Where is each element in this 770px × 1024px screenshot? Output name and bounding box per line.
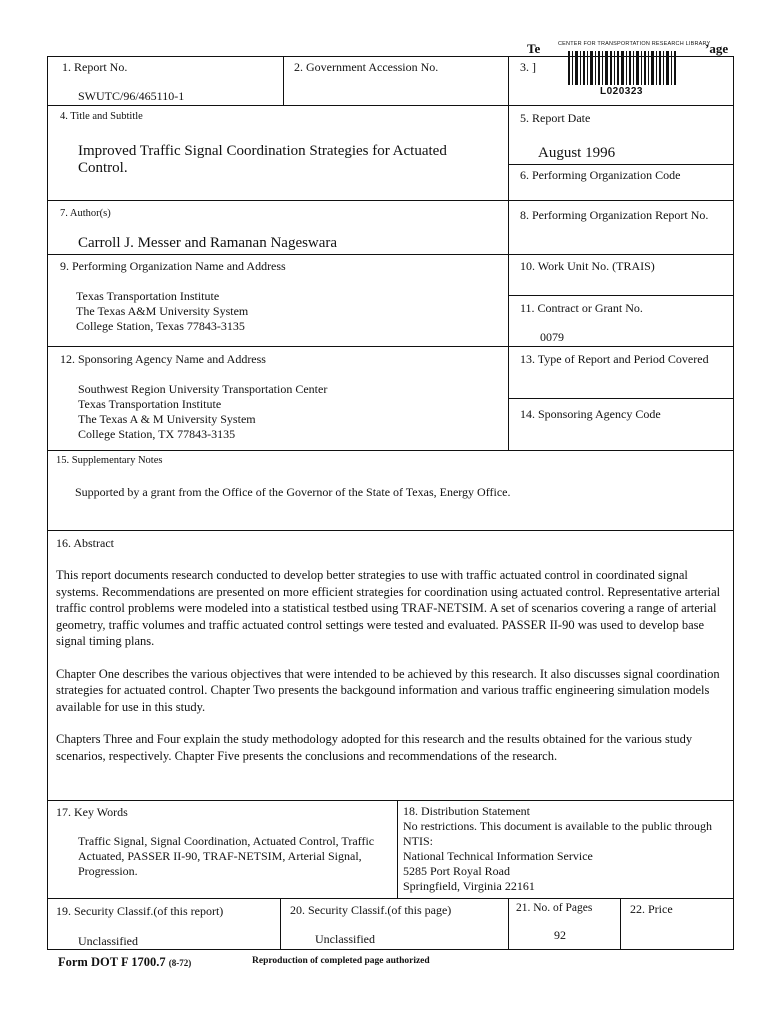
no-of-pages-value: 92 <box>554 928 566 942</box>
border-top <box>47 56 733 57</box>
authors-label: 7. Author(s) <box>60 208 111 219</box>
contract-grant-no-value: 0079 <box>540 330 564 344</box>
report-date-label: 5. Report Date <box>520 111 591 125</box>
row12-bottom <box>47 450 733 451</box>
performing-org-line: The Texas A&M University System <box>76 304 249 318</box>
divider-17-18 <box>397 800 398 898</box>
sponsoring-agency-line: College Station, TX 77843-3135 <box>78 427 236 441</box>
row4-bottom <box>47 200 733 201</box>
security-report-value: Unclassified <box>78 934 138 948</box>
key-words-line: Progression. <box>78 864 138 878</box>
security-page-label: 20. Security Classif.(of this page) <box>290 903 452 917</box>
divider-20-21 <box>508 898 509 949</box>
sponsoring-agency-line: The Texas A & M University System <box>78 412 256 426</box>
report-type-period-label: 13. Type of Report and Period Covered <box>520 352 709 366</box>
performing-org-line: Texas Transportation Institute <box>76 289 220 303</box>
distribution-line: National Technical Information Service <box>403 849 593 863</box>
no-of-pages-label: 21. No. of Pages <box>516 902 593 914</box>
key-words-line: Actuated, PASSER II-90, TRAF-NETSIM, Arterial Signal, <box>78 849 362 863</box>
header-title-fragment-left: Te <box>527 41 541 56</box>
form-id-text: Form DOT F 1700.7 <box>58 955 166 969</box>
border-left <box>47 56 48 949</box>
performing-org-name-label: 9. Performing Organization Name and Address <box>60 259 286 273</box>
security-page-value: Unclassified <box>315 932 375 946</box>
abstract-label: 16. Abstract <box>56 536 114 550</box>
performing-org-address <box>76 289 248 334</box>
sponsoring-agency-line: Texas Transportation Institute <box>78 397 222 411</box>
divider-1-2 <box>283 56 284 105</box>
row15-bottom <box>47 530 733 531</box>
abstract-paragraph: This report documents research conducted to develop better strategies to use with traffic actuated control in coordinated signal systems. Recommendations are presented on more efficient strategies for coordination using actuated control. Representative arterial traffic control problems were modeled into a statistical testbed using TRAF-NETSIM. A set of scenarios covering a range of arterial geometry, traffic volumes and traffic actuated control settings were tested and evaluated. PASSER II-90 was used to develop base signal timing plans. <box>56 568 721 648</box>
divider-21-22 <box>620 898 621 949</box>
report-no-value: SWUTC/96/465110-1 <box>78 89 185 103</box>
divider-2-3 <box>508 56 509 105</box>
barcode-number: L020323 <box>600 86 643 97</box>
key-words-label: 17. Key Words <box>56 805 128 819</box>
distribution-statement <box>403 819 712 894</box>
border-right <box>733 56 734 949</box>
report-date-value: August 1996 <box>538 145 616 161</box>
row17-bottom <box>47 898 733 899</box>
work-unit-no-label: 10. Work Unit No. (TRAIS) <box>520 259 655 273</box>
border-bottom <box>47 949 734 950</box>
performing-org-line: College Station, Texas 77843-3135 <box>76 319 245 333</box>
row1-bottom <box>47 105 733 106</box>
sponsoring-agency-code-label: 14. Sponsoring Agency Code <box>520 407 661 421</box>
form-id <box>58 955 191 970</box>
price-label: 22. Price <box>630 902 673 916</box>
form-date: (8-72) <box>168 958 192 968</box>
abstract-body <box>56 567 721 780</box>
performing-org-report-no-label: 8. Performing Organization Report No. <box>520 208 709 222</box>
security-report-label: 19. Security Classif.(of this report) <box>56 904 224 918</box>
key-words-list <box>78 834 374 879</box>
performing-org-code-label: 6. Performing Organization Code <box>520 168 681 182</box>
report-no-label: 1. Report No. <box>62 60 128 74</box>
sponsoring-agency-address <box>78 382 327 442</box>
divider-13-14 <box>508 398 733 399</box>
reproduction-note: Reproduction of completed page authorized <box>252 956 430 966</box>
divider-19-20 <box>280 898 281 949</box>
header-title-fragment-right: ’age <box>705 41 729 56</box>
distribution-line: NTIS: <box>403 834 433 848</box>
abstract-paragraph: Chapter One describes the various objectives that were intended to be achieved by this research. It also discusses signal coordination strategies for actuated control. Chapter Two presents the backgound information and various traffic engineering simulation models available for use in this study. <box>56 666 720 714</box>
recipient-catalog-label: 3. ] <box>520 60 536 74</box>
abstract-paragraph: Chapters Three and Four explain the study methodology adopted for this research and the results obtained for the various study scenarios, respectively. Chapter Five presents the conclusions and recommendations of the research. <box>56 732 693 763</box>
library-stamp: CENTER FOR TRANSPORTATION RESEARCH LIBRARY <box>558 41 711 47</box>
distribution-label: 18. Distribution Statement <box>403 804 530 818</box>
authors-value: Carroll J. Messer and Ramanan Nageswara <box>78 235 338 251</box>
supplementary-notes-value: Supported by a grant from the Office of the Governor of the State of Texas, Energy Office. <box>75 485 511 499</box>
distribution-line: 5285 Port Royal Road <box>403 864 510 878</box>
key-words-line: Traffic Signal, Signal Coordination, Actuated Control, Traffic <box>78 834 375 848</box>
supplementary-notes-label: 15. Supplementary Notes <box>56 455 163 466</box>
abstract-bottom <box>47 800 733 801</box>
distribution-line: No restrictions. This document is available to the public through <box>403 819 713 833</box>
divider-5-6 <box>508 164 733 165</box>
divider-10-11 <box>508 295 733 296</box>
contract-grant-no-label: 11. Contract or Grant No. <box>520 301 643 315</box>
row7-bottom <box>47 254 733 255</box>
title-subtitle-label: 4. Title and Subtitle <box>60 111 143 122</box>
sponsoring-agency-line: Southwest Region University Transportation Center <box>78 382 328 396</box>
distribution-line: Springfield, Virginia 22161 <box>403 879 535 893</box>
sponsoring-agency-label: 12. Sponsoring Agency Name and Address <box>60 352 266 366</box>
row9-bottom <box>47 346 733 347</box>
title-value-line-1: Improved Traffic Signal Coordination Strategies for Actuated <box>78 143 447 159</box>
gov-accession-label: 2. Government Accession No. <box>294 60 439 74</box>
title-value-line-2: Control. <box>78 160 128 176</box>
